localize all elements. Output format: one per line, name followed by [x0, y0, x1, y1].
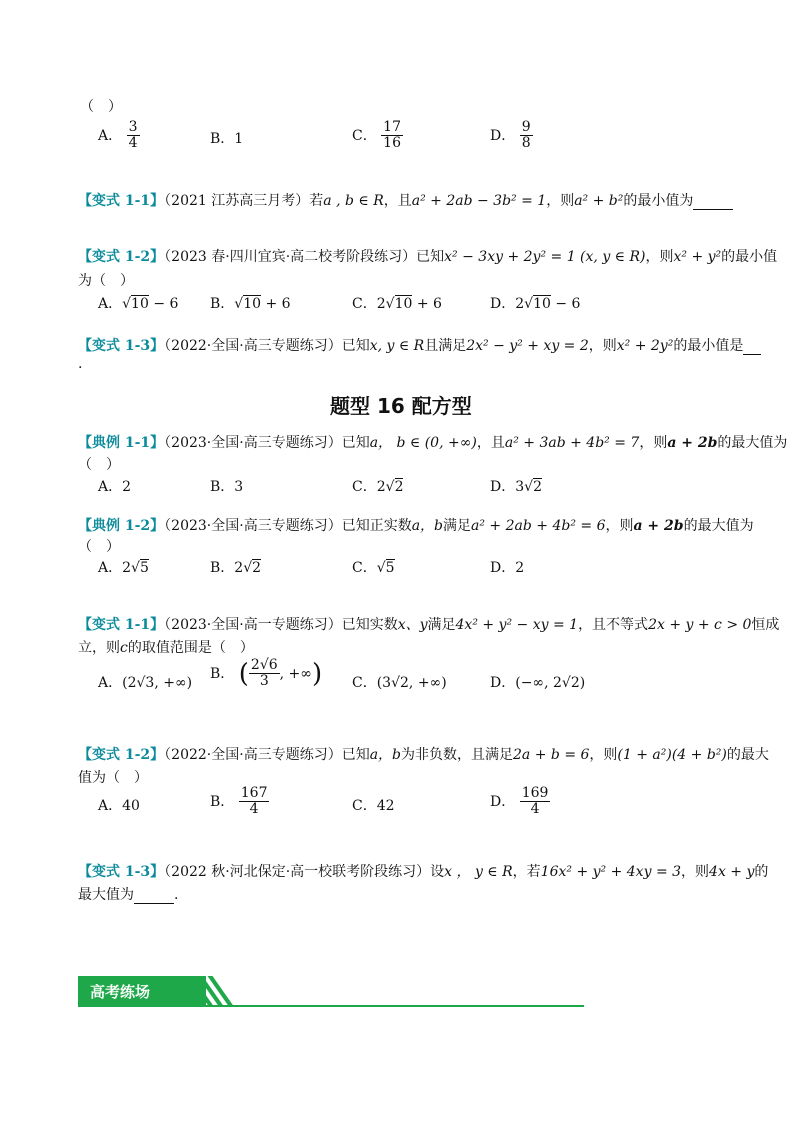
option-b[interactable]: B． $\frac{167}{4}$ [210, 785, 268, 818]
option-a[interactable]: A．2√5 [98, 560, 149, 576]
variant-1-2-question: 【变式 1-2】（2023 春·四川宜宾·高二校考阶段练习）已知x² − 3xy + 2y² = 1 (x, y ∈ R)，则x² + y²的最小值 [78, 249, 778, 265]
fraction: $\frac{167}{4}$ [240, 785, 268, 818]
option-label: A． [98, 127, 123, 144]
variant-1-2-line2: 为（ ） [78, 273, 134, 289]
option-a[interactable]: A．(2√3, +∞) [98, 675, 193, 691]
option-c[interactable]: C．(3√2, +∞) [352, 675, 447, 691]
option-c[interactable]: C．2√2 [352, 479, 404, 495]
practice-banner [78, 968, 584, 1008]
option-b[interactable]: B．√10 + 6 [210, 296, 291, 312]
option-c[interactable]: C．42 [352, 798, 395, 814]
question-paren: （ ） [80, 99, 122, 115]
example-1-1-question: 【典例 1-1】（2023·全国·高三专题练习）已知a， b ∈ (0, +∞)，且a² + 3ab + 4b² = 7，则a + 2b的最大值为 [78, 435, 788, 451]
option-a[interactable] [98, 120, 140, 152]
question-tag: 【变式 1-1】 [78, 193, 165, 209]
option-b[interactable]: B．1 [210, 131, 244, 147]
fraction: $\frac{2√6}{3}$ [250, 657, 278, 690]
fraction: $\frac{17}{16}$ [383, 119, 401, 152]
variant-1-3-line2-b: 最大值为 . [78, 887, 179, 903]
fraction: $\frac{3}{4}$ [128, 119, 138, 152]
option-a[interactable]: A．√10 − 6 [98, 296, 179, 312]
section-title: 题型 16 配方型 [330, 394, 472, 418]
example-1-1-line2: （ ） [78, 457, 120, 473]
variant-1-2-question-b: 【变式 1-2】（2022·全国·高三专题练习）已知a，b为非负数，且满足2a + b = 6，则(1 + a²)(4 + b²)的最大 [78, 747, 769, 763]
answer-blank[interactable] [693, 193, 733, 210]
option-b[interactable]: B．2√2 [210, 560, 262, 576]
option-a[interactable]: A．2 [98, 479, 132, 495]
example-1-2-line2: （ ） [78, 539, 120, 555]
option-d[interactable]: D．2√10 − 6 [490, 296, 581, 312]
variant-1-2-line2-b: 值为（ ） [78, 770, 148, 786]
variant-1-3-question: 【变式 1-3】（2022·全国·高三专题练习）已知x, y ∈ R且满足2x² − y² + xy = 2，则x² + 2y²的最小值是 [78, 335, 761, 355]
question-tag: 【典例 1-2】 [78, 518, 165, 534]
variant-1-1-question: 【变式 1-1】（2021 江苏高三月考）若a , b ∈ R，且a² + 2ab − 3b² = 1，则a² + b²的最小值为 [78, 190, 733, 210]
variant-1-3-line2: . [78, 356, 83, 372]
option-d[interactable]: D． $\frac{169}{4}$ [490, 785, 549, 818]
option-d[interactable]: D．(−∞, 2√2) [490, 675, 586, 691]
variant-1-3-question-b: 【变式 1-3】（2022 秋·河北保定·高一校联考阶段练习）设x ， y ∈ R，若16x² + y² + 4xy = 3，则4x + y的 [78, 864, 769, 880]
banner-underline [78, 1005, 584, 1007]
option-c[interactable]: C．√5 [352, 560, 395, 576]
option-b[interactable]: B．3 [210, 479, 244, 495]
option-c[interactable]: C． $\frac{17}{16}$ [352, 119, 401, 152]
question-tag: 【典例 1-1】 [78, 435, 165, 451]
answer-blank[interactable] [743, 338, 761, 355]
variant-1-1-line2-b: 立，则c的取值范围是（ ） [78, 640, 254, 656]
option-a[interactable]: A．40 [98, 798, 140, 814]
answer-blank[interactable] [134, 887, 174, 904]
fraction: $\frac{169}{4}$ [521, 785, 549, 818]
option-b[interactable]: B． ( $\frac{2√6}{3}$ , +∞) [210, 657, 323, 690]
banner-title: 高考练场 [78, 976, 206, 1006]
question-tag: 【变式 1-3】 [78, 338, 165, 354]
option-d[interactable]: D．2 [490, 560, 525, 576]
option-c[interactable]: C．2√10 + 6 [352, 296, 442, 312]
question-tag: 【变式 1-2】 [78, 747, 165, 763]
question-tag: 【变式 1-2】 [78, 249, 165, 265]
question-tag: 【变式 1-1】 [78, 617, 165, 633]
option-d[interactable]: D． $\frac{9}{8}$ [490, 119, 531, 152]
example-1-2-question: 【典例 1-2】（2023·全国·高三专题练习）已知正实数a，b满足a² + 2ab + 4b² = 6，则a + 2b的最大值为 [78, 518, 754, 534]
question-tag: 【变式 1-3】 [78, 864, 165, 880]
fraction: $\frac{9}{8}$ [521, 119, 531, 152]
variant-1-1-question-b: 【变式 1-1】（2023·全国·高一专题练习）已知实数x、y满足4x² + y² − xy = 1，且不等式2x + y + c > 0恒成 [78, 617, 780, 633]
option-d[interactable]: D．3√2 [490, 479, 542, 495]
